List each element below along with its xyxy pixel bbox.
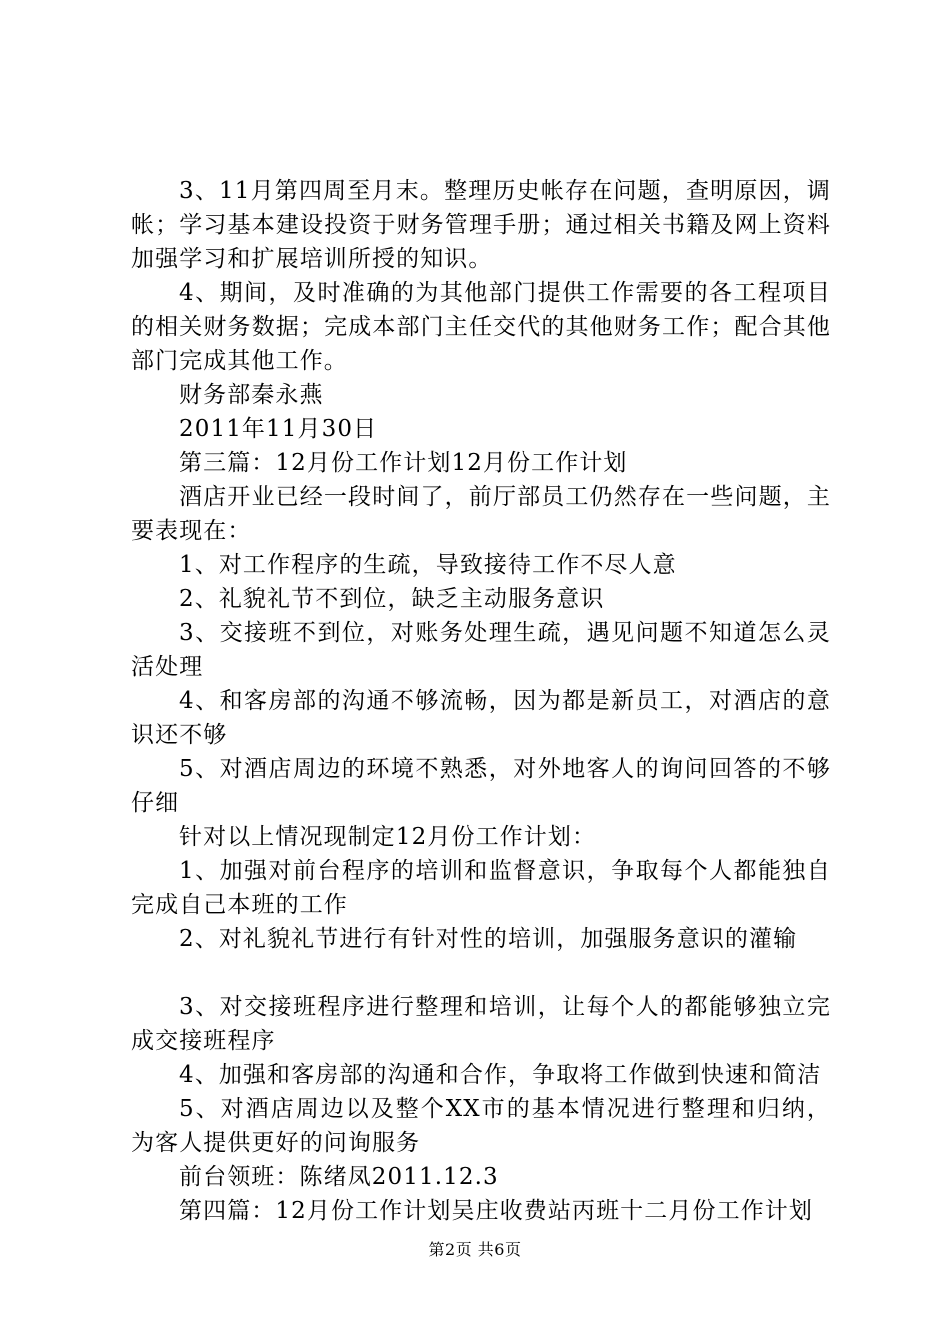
plan-item-1: 1、加强对前台程序的培训和监督意识，争取每个人都能独自完成自己本班的工作	[131, 858, 831, 918]
paragraph-schedule-item-4: 4、期间，及时准确的为其他部门提供工作需要的各工程项目的相关财务数据；完成本部门主任交代的其他财务工作；配合其他部门完成其他工作。	[131, 280, 831, 374]
plan-intro: 针对以上情况现制定12月份工作计划：	[179, 824, 597, 850]
document-body	[131, 174, 831, 1228]
problem-item-2: 2、礼貌礼节不到位，缺乏主动服务意识	[179, 586, 605, 612]
plan-item-5: 5、对酒店周边以及整个XX市的基本情况进行整理和归纳，为客人提供更好的问询服务	[131, 1096, 831, 1156]
problem-item-1: 1、对工作程序的生疏，导致接待工作不尽人意	[179, 552, 677, 578]
signature-front-desk: 前台领班：陈绪凤2011.12.3	[179, 1164, 499, 1190]
section-heading-part-4: 第四篇：12月份工作计划吴庄收费站丙班十二月份工作计划	[179, 1198, 813, 1224]
page-number: 第2页 共6页	[428, 1240, 522, 1259]
signature-date: 2011年11月30日	[179, 416, 378, 442]
problem-item-5: 5、对酒店周边的环境不熟悉，对外地客人的询问回答的不够仔细	[131, 756, 831, 816]
signature-department: 财务部秦永燕	[179, 382, 324, 408]
plan-item-2: 2、对礼貌礼节进行有针对性的培训，加强服务意识的灌输	[179, 926, 798, 952]
plan-item-4: 4、加强和客房部的沟通和合作，争取将工作做到快速和简洁	[179, 1062, 822, 1088]
plan-item-3: 3、对交接班程序进行整理和培训，让每个人的都能够独立完成交接班程序	[131, 994, 831, 1054]
problem-item-3: 3、交接班不到位，对账务处理生疏，遇见问题不知道怎么灵活处理	[131, 620, 831, 680]
paragraph-intro: 酒店开业已经一段时间了，前厅部员工仍然存在一些问题，主要表现在：	[131, 484, 831, 544]
blank-line	[131, 956, 831, 990]
section-heading-part-3: 第三篇：12月份工作计划12月份工作计划	[179, 450, 628, 476]
problem-item-4: 4、和客房部的沟通不够流畅，因为都是新员工，对酒店的意识还不够	[131, 688, 831, 748]
paragraph-schedule-item-3: 3、11月第四周至月末。整理历史帐存在问题，查明原因，调帐；学习基本建设投资于财务管理手册；通过相关书籍及网上资料加强学习和扩展培训所授的知识。	[131, 178, 831, 272]
